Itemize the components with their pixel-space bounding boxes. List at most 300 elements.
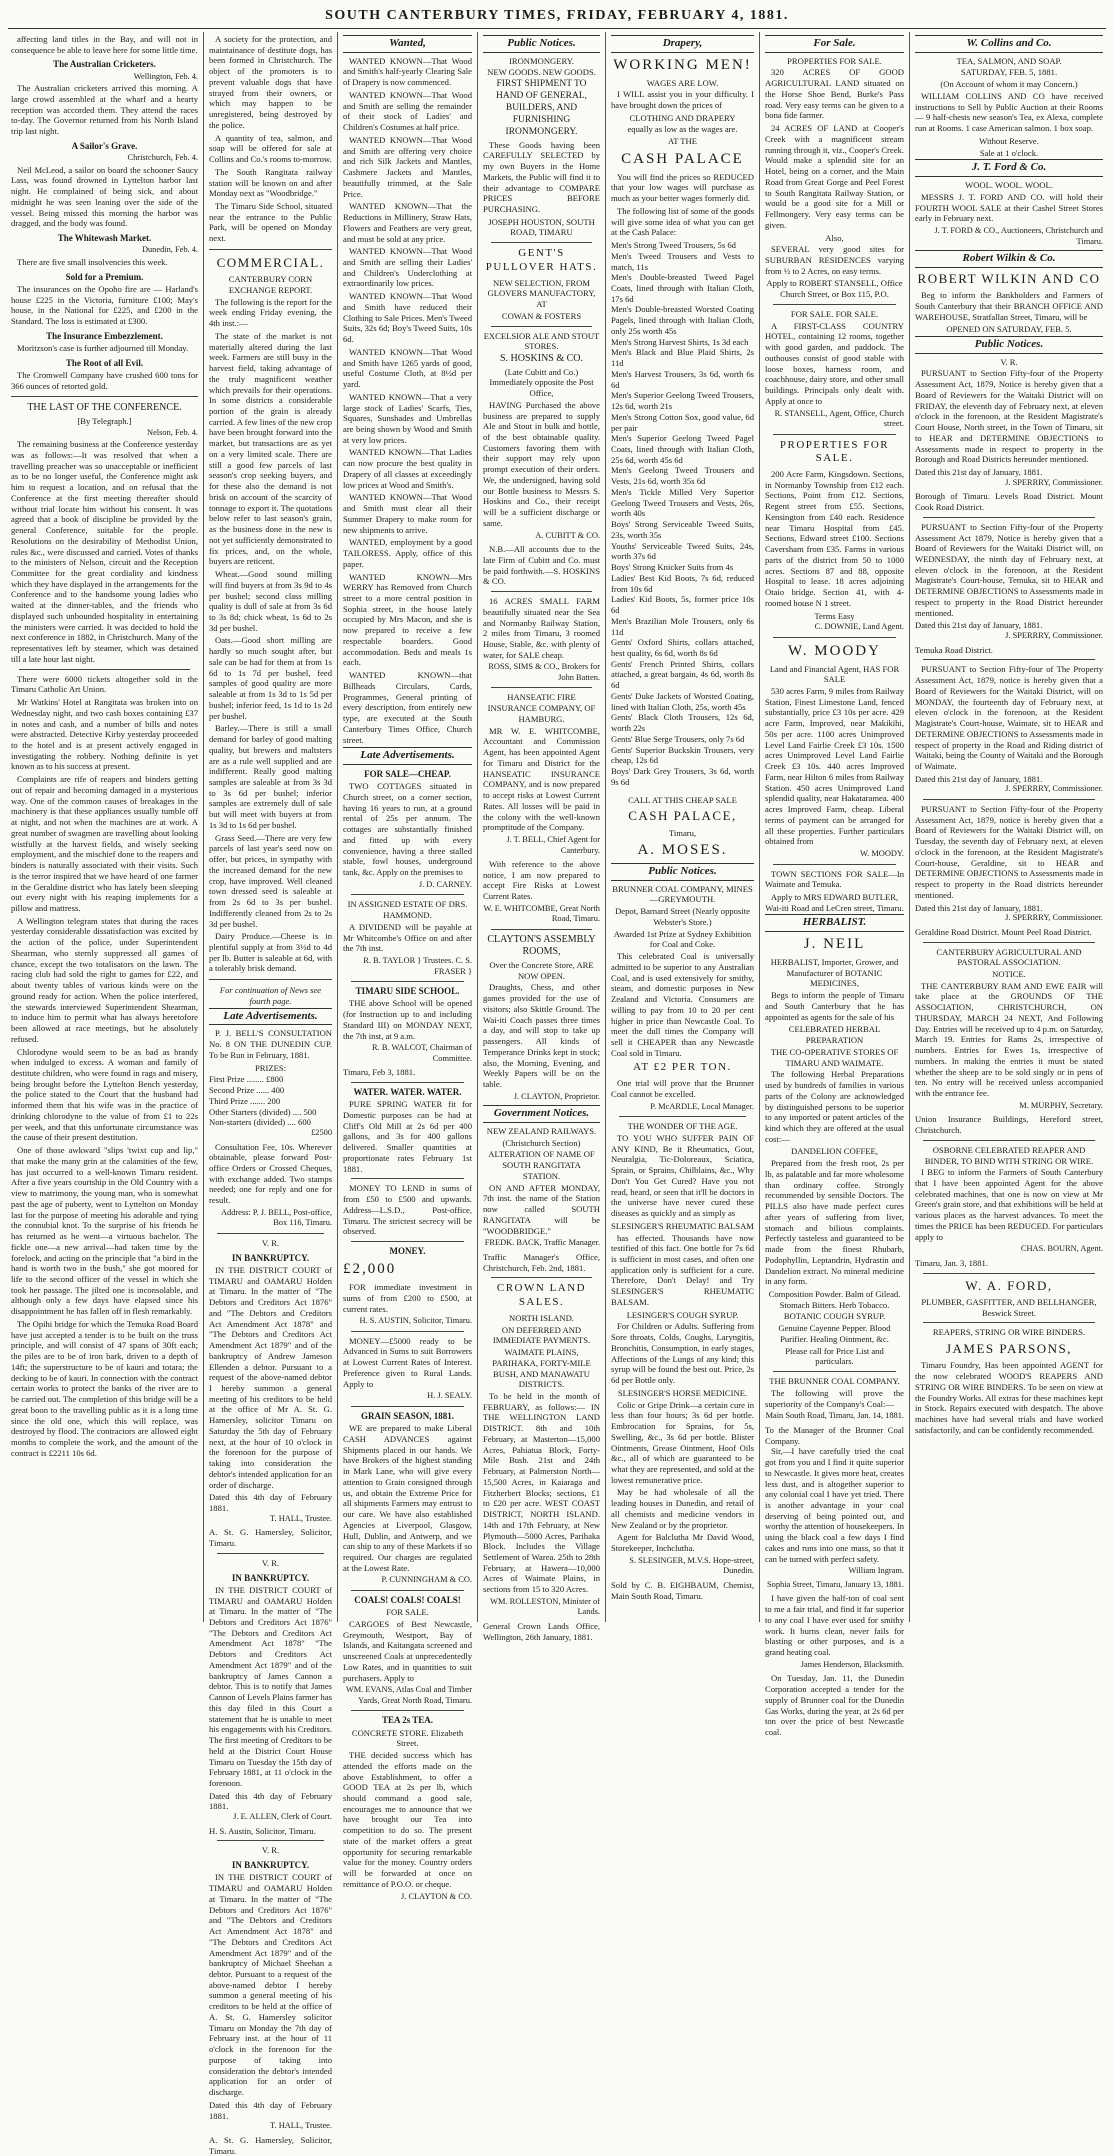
prize-item: Third Prize ....... 200: [209, 1095, 281, 1106]
ad-signature: R. B. TAYLOR } Trustees. C. S. FRASER }: [363, 956, 472, 976]
column-for-sale: [759, 32, 909, 1737]
assessment-notice: PURSUANT to Section Fifty-four of the Property Assessment Act, 1879, notice is hereby given that a Board of Reviewers for the Waitaki District will, on Tuesday, the seventh day of February next, at eleven o'clock in the forenoon, at the Resident Magistrate's Court-house, Geraldine, sit to HEAR and DETERMINE OBJECTIONS to Assessments made in respect to property in the Road districts hereunder mentioned.: [915, 803, 1103, 900]
column-auctions: [909, 32, 1108, 1622]
ad-signature: M. MURPHY, Secretary.: [1019, 1100, 1103, 1110]
ad-signature: W. E. WHITCOMBE, Great North Road, Timaru.: [483, 903, 600, 924]
ad-display: SLESINGER'S RHEUMATIC BALSAM: [611, 1220, 754, 1231]
notice-signature: J. SPERRRY, Commissioner.: [1005, 631, 1103, 641]
column-news: [6, 32, 203, 1622]
divider: [923, 1140, 1095, 1141]
divider: [923, 517, 1095, 518]
report-paragraph: The following is the report for the week ending Friday evening, the 4th inst.:—: [209, 296, 332, 329]
ad-heading: OSBORNE CELEBRATED REAPER AND BINDER, TO BIND WITH STRING OR WIRE.: [924, 1144, 1094, 1166]
dateline: Christchurch, Feb. 4.: [127, 153, 198, 163]
notice-signature: T. HALL, Trustee.: [270, 2121, 332, 2131]
wanted-ad: WANTED, employment by a good TAILORESS. Apply, office of this paper.: [343, 537, 472, 569]
ad-heading: WATER. WATER. WATER.: [353, 1086, 462, 1097]
divider: [351, 1178, 464, 1179]
ad-display: CELEBRATED HERBAL PREPARATION: [788, 1024, 881, 1046]
divider: [351, 981, 464, 982]
ad-display: S. HOSKINS & CO.: [499, 353, 584, 365]
dateline: Wellington, Feb. 4.: [133, 71, 198, 81]
ad-date: General Crown Lands Office, Wellington, 26th January, 1881.: [483, 1620, 600, 1642]
price-item: Men's Black and Blue Plaid Shirts, 2s 11d: [611, 347, 754, 369]
ad-body: These Goods having been CAREFULLY SELECTED by my own Buyers in the Home Markets, the Public will find it to their advantage to COMPARE PRICES BEFORE PURCHASING.: [483, 139, 600, 214]
ad-body: Genuine Cayenne Pepper. Blood Purifier. Healing Ointment, &c.: [778, 1323, 891, 1344]
wanted-ad: WANTED KNOWN—That Wood and Smith must clear all their Summer Drapery to make room for new shipments to arrive.: [343, 492, 472, 535]
price-item: Men's Tweed Trousers and Vests to match, 11s: [611, 250, 754, 272]
ad-body: THE above School will be opened (for Instruction up to and including Standard III) on MONDAY NEXT, the 7th inst, at 9 a.m.: [343, 998, 472, 1041]
columns: [6, 32, 1108, 2156]
price-item: Boys' Strong Serviceable Tweed Suits, 23s, worth 35s: [611, 519, 754, 540]
dateline: Nelson, Feb. 4.: [147, 427, 198, 437]
ad-subheading: Over the Concrete Store, ARE NOW OPEN.: [489, 959, 594, 981]
ad-body: has effected. Thousands have now testified of this fact. One bottle for 7s 6d is sufficient in most cases, and often one application only is sufficient for a cure. Therefore, Don't Delay! and Try SLESINGER'S RHEUMATIC BALSAM.: [611, 1232, 754, 1307]
ad-subheading: CONCRETE STORE. Elizabeth Street.: [351, 1727, 464, 1749]
ad-body: A FIRST-CLASS COUNTRY HOTEL, containing 12 rooms, together with good garden, and paddock. The outhouses consist of good stable with loose boxes, harness room, and coachhouse, dairy store, and other small buildings. Principals only dealt with. Apply at once to: [765, 320, 904, 406]
headline-commercial: COMMERCIAL.: [216, 254, 325, 270]
local-news: There were 6000 tickets altogether sold in the Timaru Catholic Art Union.: [11, 673, 198, 695]
divider: [773, 637, 896, 638]
divider: [491, 326, 592, 327]
ad-heading: DANDELION COFFEE,: [791, 1146, 878, 1157]
ad-signature: W. MOODY.: [860, 849, 904, 859]
ad-body: WE are prepared to make Liberal CASH ADVANCES against Shipments placed in our hands. We have Brokers of the highest standing in Mark Lane, who will give every attention to Grain consigned through us, and obtain the Extreme Price for all shipments Farmers may entrust to our care. We have also established Agencies at Liverpool, Glasgow, Hull, Dublin, and Antwerp, and we can ship to any of these Markets if so required. Our charges are regulated at the Lowest Rate.: [343, 1423, 472, 1573]
wanted-ad: WANTED KNOWN—That Ladies can now procure the best quality in Drapery of all classes at exceedingly low prices at Wood and Smith's.: [343, 447, 472, 490]
ad-display: FIRST SHIPMENT TO HAND OF GENERAL, BUILDERS, AND FURNISHING IRONMONGERY.: [495, 79, 588, 137]
ad-display: OPENED ON SATURDAY, FEB. 5.: [946, 324, 1072, 335]
bankruptcy-heading: IN BANKRUPTCY.: [231, 1860, 310, 1871]
ad-body: MONEY TO LEND in sums of from £50 to £500 and upwards. Address—L.S.D., Post-office, Timaru. The strictest secrecy will be observed.: [343, 1183, 472, 1237]
divider: [773, 434, 896, 435]
bankruptcy-notice: IN THE DISTRICT COURT of TIMARU and OAMARU Holden at Timaru. In the matter of "The Debtors and Creditors Act 1876" and "The Debtors and Creditors Act Amendment Act 1878" and "The Debtors and Creditors Act Amendment Act 1879" and of the bankruptcy of Andrew Jameson Ellenden a debtor. Pursuant to a request of the above-named debtor I hereby summon a general meeting of his creditors to be held at the office of Mr A. St. G. Hamersley, solicitor Timaru on Saturday the 5th day of February next, at the hour of 10 o'clock in the forenoon for the purpose of taking into consideration the debtor's intended application for an order of discharge.: [209, 1264, 332, 1490]
ad-body: Beg to inform the Bankholders and Farmers of South Canterbury that their BRANCH OFFICE AND WAREHOUSE, Stratfallan Street, Timaru, will be: [915, 290, 1103, 322]
ad-body: To be held in the month of FEBRUARY, as follows:— IN THE WELLINGTON LAND DISTRICT. 8th and 10th February, at Masterton—15,000 Acres, Pahiatua Block, Forty-Mile Bush. 21st and 24th February, at Palmerston North—15,500 Acres, in Kaiaraga and Fitzherbert Blocks; sections, £1 to £20 per acre. WEST COAST DISTRICT, NORTH ISLAND. 14th and 17th February, at New Plymouth—5000 Acres, Parihaka Block. Includes the Village Settlement of Warea. 25th to 28th February, at Hawera—10,000 Acres of Waimate Plains, in sections from 15 to 320 Acres.: [483, 1390, 600, 1595]
ad-signature: S. SLESINGER, M.V.S. Hope-street, Dunedin.: [629, 1555, 754, 1576]
ad-heading: REAPERS, STRING OR WIRE BINDERS.: [932, 1327, 1086, 1338]
ad-date: Sophia Street, Timaru, January 13, 1881.: [766, 1579, 904, 1589]
ad-signature: WM. ROLLESTON, Minister of Lands.: [490, 1596, 600, 1617]
ad-display-cash-palace: CASH PALACE,: [628, 808, 737, 824]
divider: [923, 1322, 1095, 1323]
ad-display-ford: W. A. FORD,: [965, 1277, 1053, 1293]
local-news: A quantity of tea, salmon, and soap will be offered for sale at Collins and Co.'s rooms to-morrow.: [209, 132, 332, 165]
wanted-ad: WANTED KNOWN—That Wood and Smith are selling their Ladies' and Children's Underclothing at extraordinarily low prices.: [343, 246, 472, 289]
notice-districts: Geraldine Road District. Mount Peel Road District.: [915, 926, 1092, 937]
headline-evil: The Root of all Evil.: [65, 357, 144, 368]
divider: [351, 1082, 464, 1083]
ad-body: 200 Acre Farm, Kingsdown. Sections, in Normanby Township from £12 each. Sections, Point from £12. Sections, Regent street from £55. Sections, Kensington from £40 each. Residence near Timaru Hospital from £45. Sections, Edward street £100. Sections Caversham from £35. Farms in various parts of the district from 50 to 1000 acres. Sections 87 and 88, opposite Hospital to lease. 18 acres adjoining Otaio bridge. Section 41, with 4-roomed house N 1 street.: [765, 469, 904, 608]
local-news: The Opihi bridge for which the Temuka Road Board have just accepted a tender is to be built on the truss principle, and will consist of 47 spans of 30ft each; the piles are to be of iron bark, driven to a depth of 14ft; the superstructure to be of kauri and totara; the decking to be of kauri. In connection with the contract certain works to protect the banks of the river are to be carried out. The completion of this bridge will be a great boon to the travelling public as it is a long time since the old one, which this will replace, was destroyed by flood. The contractors are allowed eight months to complete the work, and the amount of the contract is £2211 10s 6d.: [11, 1318, 198, 1458]
section-header-drapery: Drapery,: [611, 35, 754, 53]
section-header-ford: J. T. Ford & Co.: [915, 159, 1103, 177]
divider: [217, 1233, 324, 1234]
price-item: Gents' Duke Jackets of Worsted Coating, lined with Italian Cloth, 25s, worth 45s: [611, 690, 754, 712]
price-item: Men's Strong Tweed Trousers, 5s 6d: [611, 240, 736, 251]
divider: [491, 591, 592, 592]
ad-body: SEVERAL very good sites for SUBURBAN RESIDENCES varying from ½ to 2 Acres, on easy terms.: [765, 244, 904, 276]
price-item: Men's Double-breasted Worsted Coating Pagels, lined through with Italian Cloth, only 25s worth 45s: [611, 304, 754, 336]
ad-subheading: NEW GOODS. NEW GOODS.: [487, 67, 596, 78]
ad-heading: THE WONDER OF THE AGE.: [627, 1121, 738, 1132]
bankruptcy-notice: IN THE DISTRICT COURT of TIMARU and OAMARU Holden at Timaru. In the matter of "The Debtors and Creditors Act 1876" and "The Debtors and Creditors Act Amendment Act 1878" and "The Debtors and Creditors Act Amendment Act 1879" and of the bankruptcy of Michael Sheehan a debtor. Pursuant to a request of the above-named debtor I hereby summon a general meeting of his creditors to be held at the office of A. St. G. Hamersley solicitor Timaru on Monday the 7th day of February inst. at the hour of 11 o'clock in the forenoon for the purpose of taking into consideration the debtor's intended application for an order of discharge.: [209, 1872, 332, 2098]
prize-item: Other Starters (divided) .... 500: [209, 1106, 317, 1117]
ad-heading: FOR SALE—CHEAP.: [364, 769, 451, 780]
ad-signature: James Henderson, Blacksmith.: [800, 1659, 904, 1669]
ad-subheading: Land and Financial Agent, HAS FOR SALE: [769, 663, 900, 685]
ad-heading: TEA, SALMON, AND SOAP.: [956, 55, 1062, 66]
local-news: Complaints are rife of reapers and binders getting out of repair and becoming damaged in a mysterious way. One of the common causes of breakages in the machinery is that these appliances usually tumble off at night, and not when the machines are at work. A great number of swagmen are travelling about looking wistfully at the harvest fields, and wisely seeking employment, and the mischief done to the reapers and binders is naturally associated with their visits. Such is the terror inspired that we have heard of one farmer in the Geraldine district who has lately been sleeping out every night with his reaping implements for a pillow and mattress.: [11, 774, 198, 913]
notice-solicitor: A. St. G. Hamersley, Solicitor, Timaru.: [209, 2134, 332, 2156]
ad-display: THE CO-OPERATIVE STORES OF TIMARU AND WAIMATE.: [770, 1046, 899, 1068]
price-item: Men's Strong Cotton Sox, good value, 6d per pair: [611, 411, 754, 433]
ad-body: I have given the half-ton of coal sent to me a fair trial, and find it far superior to any coal I have ever used for smithy work. It burns clean, never fails for blasting or other purposes, and is a grand heating coal.: [765, 1593, 904, 1658]
price-item: Men's Superior Geelong Tweed Pagel Coats, lined through with Italian Cloth, 25s 6d, worth 45s 6d: [611, 433, 754, 465]
ad-body: Without Reserve.: [979, 135, 1039, 146]
ad-body: THE CANTERBURY RAM AND EWE FAIR will take place at the GROUNDS OF THE ASSOCIATION, CHRISTCHURCH, ON THURSDAY, MARCH 24 NEXT, And Following Day. Entries will be received up to 4 p.m. on Saturday, March 19. Entries for Rams 2s, irrespective of numbers. Entries for Ewes 1s, irrespective of numbers. In making the entries it must be stated whether the sheep are to be sold singly or in pens of ten. No entry will be received unless accompanied with the entrance fee.: [915, 980, 1103, 1099]
ad-body: For Children or Adults. Suffering from Sore throats, Colds, Coughs, Laryngitis, Bronchitis, Consumption, in early stages, Affections of the Lungs of any kind; this syrup will be found the best out. Price, 2s 6d per Bottle only.: [611, 1321, 754, 1386]
price-item: Boys' Strong Knicker Suits from 4s: [611, 562, 734, 573]
notice-date: Dated this 21st day of January, 1881.: [915, 620, 1043, 631]
ad-heading: HANSEATIC FIRE INSURANCE COMPANY, OF HAMBURG.: [487, 692, 596, 724]
notice-districts: Temuka Road District.: [915, 644, 993, 655]
ad-subheading: NORTH ISLAND.: [509, 1312, 574, 1323]
price-item: Men's Harvest Trousers, 3s 6d, worth 6s 6d: [611, 368, 754, 390]
ad-address: Union Insurance Buildings, Hereford street, Christchurch.: [915, 1114, 1103, 1136]
ad-body: A DIVIDEND will be payable at Mr Whitcombe's Office on and after the 7th inst.: [343, 921, 472, 954]
column-drapery: [605, 32, 759, 1622]
divider: [773, 864, 896, 865]
price-item: Gents' Superior Buckskin Trousers, very cheap, 12s 6d: [611, 744, 754, 766]
ad-subheading: (Late Cubitt and Co.) Immediately opposite the Post Office,: [489, 366, 594, 399]
price-item: Men's Brazilian Mole Trousers, only 6s 11d: [611, 615, 754, 637]
ad-signature: Apply to MRS EDWARD BUTLER, Wai-iti Road and LeCren street, Timaru.: [765, 892, 904, 913]
ad-body: MR W. E. WHITCOMBE, Accountant and Commission Agent, has been appointed Agent for Timaru and District for the HANSEATIC INSURANCE COMPANY, and is now prepared to accept risks at Lowest Current Rates. All losses will be paid in the colony with the well-known promptitude of the Company.: [483, 725, 600, 833]
divider: [923, 799, 1095, 800]
price-item: Gents' Oxford Shirts, collars attached, best quality, 6s 6d, worth 8s 6d: [611, 637, 754, 658]
bankruptcy-heading: IN BANKRUPTCY.: [231, 1252, 310, 1263]
notice-date: Dated this 21st day of January, 1881.: [915, 773, 1043, 784]
ad-body: MONEY—£5000 ready to be Advanced in Sums to suit Borrowers at Lowest Current Rates of Interest. Preference given to Rural Lands. Apply to: [343, 1335, 472, 1389]
ad-bell-address: Address: P. J. BELL, Post-office, Box 116, Timaru.: [220, 1207, 332, 1228]
ad-signature: ROSS, SIMS & CO., Brokers for John Batten.: [488, 662, 600, 682]
ad-body: On Tuesday, Jan. 11, the Dunedin Corporation accepted a tender for the supply of Brunner coal for the Dunedin Gas Works, during the year, at 2s 6d per ton over the price of best Newcastle coal.: [765, 1673, 904, 1737]
dateline: Dunedin, Feb. 4.: [141, 245, 198, 255]
ad-display-cash-palace: CASH PALACE: [621, 150, 744, 167]
price-item: Gents' Blue Serge Trousers, only 7s 6d: [611, 733, 745, 744]
headline-sailor: A Sailor's Grave.: [71, 140, 138, 151]
local-news: Mr Watkins' Hotel at Rangitata was broken into on Wednesday night, and two cash boxes containing £37 in notes and cash, and a number of bills and notes were abstracted. Detective Kirby yesterday proceeded to the hotel and is at present actively engaged in investigating the robbery. Nothing definite is yet known as to his success at present.: [11, 697, 198, 772]
ad-subheading: Awarded 1st Prize at Sydney Exhibition for Coal and Coke.: [613, 928, 752, 950]
ad-signature: J. T. BELL, Chief Agent for Canterbury.: [506, 835, 600, 855]
headline-conference: THE LAST OF THE CONFERENCE.: [27, 402, 182, 414]
masthead-rule: [8, 28, 1106, 29]
ad-body: Terms Easy: [814, 610, 855, 621]
ad-heading: MONEY.: [389, 1246, 426, 1257]
price-item: Ladies' Kid Boots, 5s, former price 10s 6d: [611, 594, 754, 616]
ad-signature: COWAN & FOSTERS: [501, 310, 582, 321]
column-wanted: [337, 32, 477, 1901]
ad-subheading: Depot, Barnard Street (Nearly opposite Webster's Store.): [615, 906, 750, 927]
ad-date: Traffic Manager's Office, Christchurch, Feb. 2nd, 1881.: [483, 1251, 600, 1273]
ad-subheading: (On Account of whom it may Concern.): [940, 79, 1078, 90]
price-item: Men's Superior Geelong Tweed Trousers, 12s 6d, worth 21s: [611, 390, 754, 412]
ad-signature: J. T. FORD & CO., Auctioneers, Christchurch and Timaru.: [934, 226, 1103, 246]
article-body: Moritzson's case is further adjourned till Monday.: [17, 342, 189, 353]
headline-premium: Sold for a Premium.: [65, 271, 144, 282]
ad-sold-by: Sold by C. B. EIGHBAUM, Chemist, Main South Road, Timaru.: [611, 1579, 754, 1601]
ad-body: You will find the prices so REDUCED that your low wages will purchase as much as your better wages formerly did.: [611, 171, 754, 204]
ad-display-price: AT £2 PER TON.: [633, 1061, 732, 1074]
ad-body: Sale at 1 o'clock.: [979, 147, 1039, 158]
price-item: Gents' Black Cloth Trousers, 12s 6d, worth 22s: [611, 712, 754, 734]
notice-signature: J. E. ALLEN, Clerk of Court.: [233, 1812, 332, 1822]
section-header-public-notices: Public Notices.: [483, 35, 600, 53]
price-item: Men's Double-breasted Tweed Pagel Coats, lined through with Italian Cloth, 17s 6d: [611, 272, 754, 304]
ad-body: May be had wholesale of all the leading houses in Dunedin, and retail of all chemists and medicine vendors in New Zealand or by the proprietor.: [611, 1487, 754, 1530]
ad-body: WILLIAM COLLINS AND CO have received instructions to Sell by Public Auction at their Rooms — 9 half-chests new season's Tea, ex Alexa, complete run at Rooms. 1 case American salmon. 1 box soap.: [915, 90, 1103, 134]
report-paragraph: Dairy Produce.—Cheese is in plentiful supply at from 3½d to 4d per lb. Butter is saleable at 6d, with a tolerably brisk demand.: [209, 931, 332, 974]
column-public-notices: [477, 32, 605, 1642]
column-commercial: [203, 32, 337, 2156]
price-list: [611, 240, 754, 787]
ad-signature: Apply to ROBERT STANSELL, Office Church Street, or Box 115, P.O.: [766, 278, 903, 300]
wanted-ad: WANTED KNOWN—That Wood and Smith are offering very choice and rich Silk Jackets and Mantles, Cashmere Jackets and Mantles, beautifully trimmed, at the Sale Price.: [343, 134, 472, 199]
ad-subheading: NOTICE.: [992, 968, 1026, 979]
assessment-notice: PURSUANT to Section Fifty-four of the Property Assessment Act, 1879, Notice is hereby given that a Board of Reviewers for the Waitaki District will on FRIDAY, the eleventh day of February next, at eleven o'clock in the forenoon, at the Resident Magistrate's Court House, North street, in the Town of Timaru, sit to HEAR and DETERMINE OBJECTIONS to Assessments made in respect to property in the Borough and Road Districts hereunder mentioned.: [915, 368, 1103, 465]
article-body: There are five small insolvencies this week.: [17, 256, 168, 267]
ad-heading: FOR SALE. FOR SALE.: [790, 308, 879, 319]
divider: [351, 1331, 464, 1332]
ad-body: ON AND AFTER MONDAY, 7th inst. the name of the Station now called SOUTH RANGITATA will be "WOODBRIDGE.": [483, 1182, 600, 1236]
ad-body: TOWN SECTIONS FOR SALE—In Waimate and Temuka.: [765, 868, 904, 890]
divider: [11, 396, 198, 397]
divider: [491, 929, 592, 930]
prize-list: [209, 1074, 332, 1138]
ad-body: Also,: [825, 232, 844, 243]
ad-date: Timaru, Jan. 3, 1881.: [915, 1257, 988, 1268]
notice-date: Dated this 4th day of February 1881.: [209, 2099, 332, 2121]
ad-signature: CHAS. BOURN, Agent.: [1020, 1244, 1103, 1254]
divider: [351, 1406, 464, 1407]
ad-body: The following will prove the superiority of the Company's Coal:—: [765, 1387, 904, 1409]
local-news: Chlorodyne would seem to be as bad as brandy when indulged to excess. A woman and family of destitute children, who were found in rags and misery, being brought before the Lyttelton Bench yesterday, the police stated to the Court that the husband had informed them that his wife was in the practice of drinking chlorodyne to the value of from £1 to 22s per week, and that this unfortunate circumstance was the cause of their present destitution.: [11, 1046, 198, 1143]
ad-bell-consultation: P. J. BELL'S CONSULTATION No. 8 ON THE DUNEDIN CUP. To be Run in February, 1881.: [209, 1028, 332, 1060]
wanted-ad: WANTED KNOWN—That a very large stock of Ladies' Scarfs, Ties, Squares, Sunshades and Umbrellas are being shown by Wood and Smith at very low prices.: [343, 391, 472, 445]
report-paragraph: Grass Seed.—There are very few parcels of last year's seed now on offer, but prices, in sympathy with the increased demand for the new crop, have improved. Well cleaned town dressed seed is saleable at from 2s 6d to 3s per bushel. Indifferently cleaned from 2s to 2s 3d per bushel.: [209, 832, 332, 929]
ad-body: Sir,—I have carefully tried the coal got from you and I find it quite superior to Newcastle. It gives more heat, creates less dust, and is altogether superior to any colonial coal I have yet tried. There is another advantage in your coal deserving of being pointed out, and worthy the attention of housekeepers. In using the black coal a few days I find cakes and runs into one mass, so that it can be turned with perfect safety.: [765, 1446, 904, 1564]
ad-signature: H. J. SEALY.: [427, 1391, 472, 1401]
ad-signature: A. CUBITT & CO.: [535, 530, 600, 540]
ad-body: 320 ACRES OF GOOD AGRICULTURAL LAND situated on the Horse Shoe Bend, Burke's Pass road. Very easy terms can be given to a bona fide farmer.: [765, 67, 904, 121]
wanted-ad: WANTED KNOWN—Mrs WERRY has Removed from Church street to a more central position in Sophia street, in the house lately occupied by Mrs Macon, and she is now prepared to receive a few respectable boarders. Good accommodation. Beds and meals 1s each.: [343, 571, 472, 668]
prize-item: First Prize ........ £800: [209, 1074, 284, 1085]
ad-body: To the Manager of the Brunner Coal Company.: [765, 1424, 904, 1446]
ad-subheading: FOR SALE.: [386, 1607, 429, 1618]
section-header-collins: W. Collins and Co.: [915, 35, 1103, 53]
notice-date: Dated this 4th day of February 1881.: [209, 1790, 332, 1812]
ad-signature: R. B. WALCOT, Chairman of Committee.: [372, 1043, 472, 1063]
ad-title: ALTERATION OF NAME OF SOUTH RANGITATA STATION.: [488, 1149, 595, 1181]
masthead: SOUTH CANTERBURY TIMES, FRIDAY, FEBRUARY 4, 1881.: [325, 8, 789, 23]
ad-body: FOR immediate investment in sums of from £200 to £500, at current rates.: [343, 1282, 472, 1314]
wanted-ad: WANTED KNOWN—That Wood and Smith are selling the remainder of their stock of Ladies' and Children's Costumes at half price.: [343, 89, 472, 133]
ad-body: One trial will prove that the Brunner Coal cannot be excelled.: [611, 1078, 754, 1099]
notice-signature: T. HALL, Trustee.: [270, 1513, 332, 1523]
ad-heading: NEW ZEALAND RAILWAYS.: [486, 1126, 597, 1137]
divider: [491, 1277, 592, 1278]
ad-body: Composition Powder. Balm of Gilead. Stomach Bitters. Herb Tobacco.: [768, 1289, 901, 1310]
divider: [217, 1553, 324, 1554]
prizes-heading: PRIZES:: [254, 1062, 287, 1073]
article-body: The Australian cricketers arrived this morning. A large crowd assembled at the wharf and a hearty reception was accorded them. They attend the races to-day. The Governor returned from his North Island trip last night.: [11, 83, 198, 137]
local-news: A Wellington telegram states that during the races yesterday considerable dissatisfaction was excited by the action of the police, under Superintendent Shearman, who sternly suppressed all games of chance, except the two totalisators on the lawn. The racing club had sold the right to games for £22, and about twenty tables of various kinds were on the ground ready for action. When the police interfered, the stewards interviewed Superintendent Shearman, to induce him to permit what has always heretofore been allowed at race meetings, but he absolutely refused.: [11, 915, 198, 1044]
divider: [773, 304, 896, 305]
divider: [351, 1241, 464, 1242]
price-item: Gents' French Printed Shirts, collars attached, a great bargain, 4s 6d, worth 8s 6d: [611, 658, 754, 691]
notice-date: Dated this 4th day of February 1881.: [209, 1492, 332, 1514]
ad-body: With reference to the above notice, I am now prepared to accept Fire Risks at Lowest Current Rates.: [483, 859, 600, 902]
ad-body: The following list of some of the goods will give some idea of what you can get at the Cash Palace:: [611, 205, 754, 238]
ad-heading: WOOL. WOOL. WOOL.: [965, 180, 1053, 191]
price-item: Men's Strong Harvest Shirts, 1s 3d each: [611, 336, 749, 347]
telegraph-tag: [By Telegraph.]: [77, 415, 132, 426]
ad-body: MESSRS J. T. FORD AND CO. will hold their FOURTH WOOL SALE at their Cashel Street Stores early in February next.: [915, 191, 1103, 224]
prize-item: Non-starters (divided) .... 600: [209, 1117, 311, 1128]
ad-date: Main South Road, Timaru, Jan. 14, 1881.: [765, 1411, 904, 1421]
section-header-herbalist: HERBALIST.: [765, 914, 904, 932]
notice-signature: J. SPERRRY, Commissioner.: [1005, 477, 1103, 487]
ad-body: Prepared from the fresh root, 2s per lb, as palatable and far more wholesome than ordinary coffee. Strongly recommended by sensible Doctors. The PILLS also have made perfect cures after years of suffering from liver, stomach and bilious complaints. Perfectly tasteless and guaranteed to be made from the finest Rhubarb, Podophyllin, Leptandrin, Hydrastin and Dandelion extract. No mineral medicine in any form.: [765, 1158, 904, 1287]
ad-big-amount: £2,000: [343, 1261, 397, 1278]
ad-signature: William Ingram.: [848, 1566, 904, 1576]
ad-heading: COALS! COALS! COALS!: [354, 1594, 461, 1605]
ad-body: HAVING Purchased the above business are prepared to supply Ale and Stout in bulk and bottle, of the best obtainable quality. Customers favoring them with their support may rely upon prompt execution of their orders. We, the undersigned, having sold our Bottle business to Messrs S. Hoskins and Co., their receipt will be a sufficient discharge or same.: [483, 399, 600, 528]
article-body: The remaining business at the Conference yesterday was as follows:—It was resolved that when a travelling preacher was so unacceptable or inefficient as to be no longer useful, the Conference might ask him to request a location, and on refusal that the Conference at the first meeting thereafter should without trial locate him without his consent. It was agreed that a book of discipline be provided by the general Conference, suitable for the people. Resolutions on the desirability of Methodist Union, rules &c., were discussed and carried. Votes of thanks to the ministers of Nelson, circuit and the Reception Committee for the great cordiality and kindness which they have displayed in the arrangements for the Conference and to the handsome young ladies who waited at the dinner-tables, and the friends who displayed such unbounded hospitality in entertaining the ministers were carried. It was decided to hold the next conference in 1882, in Christchurch. Many of the representatives left by steamer, which was detained till a late hour last night.: [11, 439, 198, 664]
ad-subheading: SATURDAY, FEB. 5, 1881.: [960, 67, 1058, 78]
ad-body: PURE SPRING WATER fit for Domestic purposes can be had at Cliff's Old Mill at 2s 6d per 400 gallons, and 3s for 400 gallons delivered. Smaller quantities at proportionate rates February 1st 1881.: [343, 1099, 472, 1174]
ad-display-neil: J. NEIL: [803, 936, 866, 953]
ad-subheading: HERBALIST, Importer, Grower, and Manufacturer of BOTANIC MEDICINES,: [770, 956, 899, 989]
divider: [351, 1590, 464, 1591]
price-item: Ladies' Best Kid Boots, 7s 6d, reduced from 10s 6d: [611, 572, 754, 594]
ad-body: 530 acres Farm, 9 miles from Railway Station, Finest Limestone Land, fenced substantially, price £3 10s per acre. 429 acre Farm, Improved, near Makikihi, 50s per acre. 1100 acres Unimproved Level Land Fairlie Creek £3 10s. 1500 acres Unimproved Level Land Fairlie Creek £3 10s. 440 acres Improved Farm, near Hilton 6 miles from Railway Station. 450 acres Unimproved Land splendid quality, near Hakataramea. 400 acres Improved Farm, cheap. Liberal terms of payment can be arranged for all these properties. Further particulars obtained from: [765, 686, 904, 847]
ad-signature: P. CUNNINGHAM & CO.: [381, 1575, 472, 1585]
notice-districts: Borough of Timaru. Levels Road District. Mount Cook Road District.: [915, 491, 1103, 513]
wanted-ad: WANTED KNOWN—That the Reductions in Millinery, Straw Hats, Flowers and Feathers are very great, and must be sold at any price.: [343, 201, 472, 244]
ad-subheading: (Christchurch Section): [502, 1137, 581, 1148]
ad-body: Draughts, Chess, and other games provided for the use of visitors; also Skittle Ground. The Wai-iti Coach passes three times a day, and will stop to take up passengers. All kinds of Temperance Drinks kept in stock; also, the Morning, Evening, and Weekly Papers will be on the table.: [483, 982, 600, 1090]
divider: [923, 1273, 1095, 1274]
ad-heading: CLAYTON'S ASSEMBLY ROOMS,: [487, 933, 596, 958]
headline-cricketers: The Australian Cricketers.: [53, 59, 156, 70]
ad-signature: H. S. AUSTIN, Solicitor, Timaru.: [359, 1316, 472, 1326]
ad-heading: CROWN LAND SALES.: [496, 1282, 587, 1309]
ad-body: The following Herbal Preparations used by hundreds of families in various parts of the Colony are acknowledged by distinguished persons to be superior to any imported or patent articles of the kind which they are offered at the usual cost:—: [765, 1069, 904, 1144]
ad-signature: WM. EVANS, Atlas Coal and Timber Yards, Great North Road, Timaru.: [345, 1685, 472, 1705]
local-news: A society for the protection, and maintainance of destitute dogs, has been formed in Christchurch. The object of the promoters is to prevent valuable dogs that have strayed from their owners, or which may happen to be unregistered, being destroyed by the police.: [209, 34, 332, 130]
notice-signature: J. SPERRRY, Commissioner.: [1005, 913, 1103, 923]
section-header-late-ads: Late Advertisements.: [209, 1008, 332, 1026]
ad-display-moody: W. MOODY: [788, 642, 881, 659]
article-continued: affecting land titles in the Bay, and will not in consequence be able to leave here for some little time.: [11, 34, 198, 55]
prize-item: Second Prize ...... 400: [209, 1085, 285, 1096]
wanted-ad: WANTED KNOWN—That Wood and Smith's half-yearly Clearing Sale of Drapery is now commenced.: [343, 55, 472, 88]
divider: [923, 659, 1095, 660]
ad-body: Timaru,: [668, 827, 697, 838]
ad-signature: C. DOWNIE, Land Agent.: [814, 622, 904, 632]
ad-date: Timaru, Feb 3, 1881.: [343, 1067, 416, 1078]
ad-body: Begs to inform the people of Timaru and South Canterbury that he has appointed as agents for the sale of his: [765, 990, 904, 1022]
article-body: The insurances on the Opoho fire are — Harland's house £225 in the Victoria, furniture £100; May's house, in the National for £225, and £200 in the Standard. The loss is estimated at £300.: [11, 283, 198, 326]
section-header-wilkin: Robert Wilkin & Co.: [915, 250, 1103, 268]
section-header-public-notices: Public Notices.: [611, 863, 754, 881]
ad-body: equally as low as the wages are.: [627, 124, 738, 135]
ad-signature: P. McARDLE, Local Manager.: [650, 1101, 754, 1111]
ad-body: AT THE: [667, 136, 698, 147]
divider: [351, 1710, 464, 1711]
section-header-wanted: Wanted,: [343, 35, 472, 53]
notice-date: Dated this 21st day of January, 1881.: [915, 467, 1043, 478]
ad-heading: LESINGER'S COUGH SYRUP.: [626, 1309, 739, 1320]
ad-display-parsons: JAMES PARSONS,: [945, 1341, 1072, 1357]
divider: [209, 979, 332, 980]
notice-date: Dated this 21st day of January, 1881.: [915, 902, 1043, 913]
divider: [19, 669, 190, 670]
notice-solicitor: H. S. Austin, Solicitor, Timaru.: [209, 1825, 316, 1836]
ad-display: CLOTHING AND DRAPERY: [629, 112, 736, 123]
divider: [491, 687, 592, 688]
notice-solicitor: A. St. G. Hamersley, Solicitor, Timaru.: [209, 1527, 332, 1549]
divider: [619, 1116, 746, 1117]
article-body: The Cromwell Company have crushed 600 tons for 366 ounces of retorted gold.: [11, 369, 198, 391]
ad-subheading: PLUMBER, GASFITTER, AND BELLHANGER, Beswick Street.: [921, 1296, 1097, 1318]
wanted-ad: WANTED KNOWN—that Billheads Circulars, Cards, Programmes, General printing of every description, from entirely new type, are executed at the South Canterbury Times Office, Church street.: [343, 670, 472, 745]
ad-subheading: NEW SELECTION, FROM GLOVERS MANUFACTORY, AT: [487, 277, 596, 310]
royal-arms-vr: V. R.: [261, 1557, 280, 1568]
ad-heading: IN ASSIGNED ESTATE OF DRS. HAMMOND.: [347, 899, 468, 921]
ad-body: Colic or Gripe Drink—a certain cure in less than four hours; 3s 6d per bottle. Embrocation for Sprains, for 5s, Swelling, &c., 3s 6d per bottle. Blister Ointments, Grease Ointment, Hoof Oils &c., all of which are guaranteed to be what they are represented, and sold at the lowest remunerative price.: [611, 1399, 754, 1485]
section-header-late-ads: Late Advertisements.: [343, 747, 472, 765]
ad-heading: TIMARU SIDE SCHOOL.: [355, 986, 460, 997]
ad-heading: THE BRUNNER COAL COMPANY.: [769, 1376, 900, 1387]
wanted-ad: WANTED KNOWN—That Wood and Smith have 1265 yards of good, useful Costume Cloth, at 8½d per yard.: [343, 346, 472, 390]
ad-display: CALL AT THIS CHEAP SALE: [628, 794, 737, 805]
local-news: The Timaru Side School, situated near the entrance to the Public Park, will be opened on Monday next.: [209, 201, 332, 244]
ad-body: I BEG to inform the Farmers of South Canterbury that I have been appointed Agent for the above celebrated machines, that one is now on view at Mr Green's grain store, and that exhibitions will be held at various places as the harvest advances. To meet the times the PRICE has been REDUCED. For particulars apply to: [915, 1167, 1103, 1242]
price-item: Youths' Serviceable Tweed Suits, 24s, worth 37s 6d: [611, 540, 754, 562]
divider: [351, 894, 464, 895]
ad-body: CARGOES of Best Newcastle, Greymouth, Westport, Bay of Islands, and Kaitangata screened and unscreened Coals at unprecedentedly Low Rates, and in quantities to suit purchasers. Apply to: [343, 1618, 472, 1683]
ad-body: 24 ACRES OF LAND at Cooper's Creek with a magnificent stream running through it, viz., Cooper's Creek. Would make a splendid site for an Hotel, being on a corner, and the Main Road from Great Gorge and Peel Forest to South Rangitata Railway Station, or would be a good site for a Mill or Fellmongery. Very easy terms can be given.: [765, 123, 904, 230]
ad-subheading: WAGES ARE LOW.: [646, 77, 719, 88]
section-header-government-notices: Government Notices.: [483, 1105, 600, 1123]
ad-heading-hats: GENT'S PULLOVER HATS.: [485, 247, 598, 273]
headline-whitewash: The Whitewash Market.: [57, 233, 152, 244]
ad-heading: BRUNNER COAL COMPANY, MINES—GREYMOUTH.: [612, 883, 753, 905]
report-paragraph: Barley.—There is still a small demand for barley of good malting quality, but brewers and maltsters are as a rule well supplied and are indifferent. Really good malting samples are saleable at from 3s 3d to 3s 6d per bushel; inferior samples are extremely dull of sale but will meet with buyers at from 1s 3d to 1s 6d per bushel.: [209, 723, 332, 830]
price-item: Men's Tickle Milled Very Superior Geelong Tweed Trousers and Vests, 26s, worth 40s: [611, 486, 754, 519]
local-news: The South Rangitata railway station will be known on and after Monday next as "Woodbridge.": [209, 166, 332, 199]
continuation-note: For continuation of News see fourth page.: [219, 985, 322, 1006]
ad-body: Please call for Price List and particulars.: [785, 1345, 884, 1367]
price-item: Men's Geelong Tweed Trousers and Vests, 21s 6d, worth 35s 6d: [611, 465, 754, 487]
ad-heading: GRAIN SEASON, 1881.: [360, 1410, 454, 1421]
ad-display-working-men: WORKING MEN!: [613, 56, 752, 73]
ad-heading: PROPERTIES FOR SALE.: [787, 55, 882, 66]
article-body: Neil McLeod, a sailor on board the schooner Saucy Lass, was found drowned in Lyttelton harbor last night. He complained of being sick, and about midnight he was seen leaning over the side of the vessel. Being missed this morning the harbor was dragged, and the body was found.: [11, 164, 198, 229]
ad-heading: EXCELSIOR ALE AND STOUT STORES.: [483, 330, 600, 352]
